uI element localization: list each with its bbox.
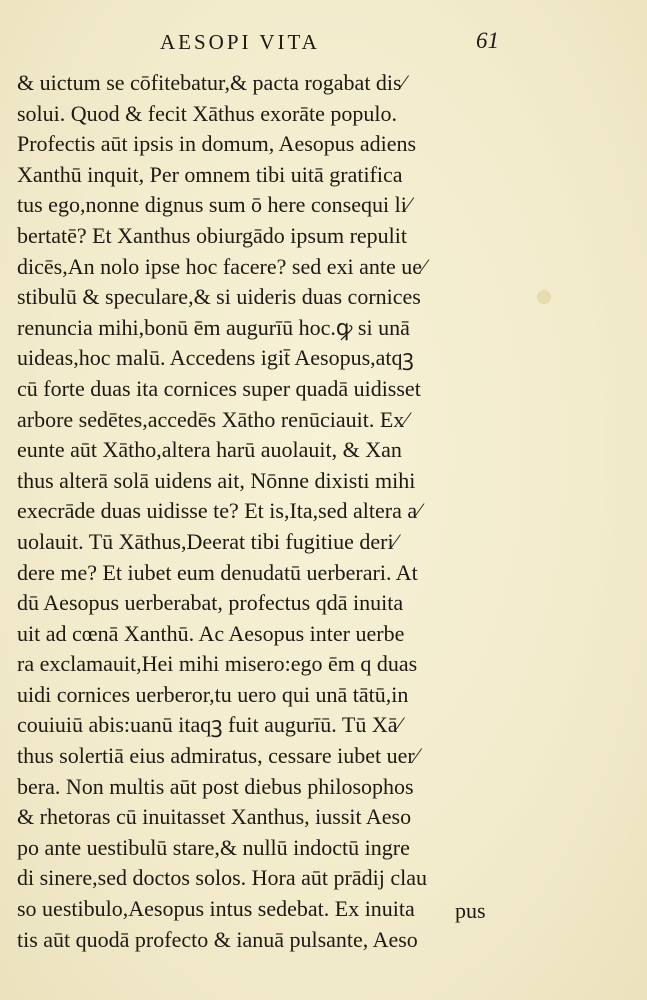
text-line: uolauit. Tū Xāthus,Deerat tibi fugitiue deri⁄ xyxy=(17,528,398,554)
text-line: couiuiū abis:uanū itaqꝫ fuit augurīū. Tū Xā⁄ xyxy=(17,712,402,738)
text-line: thus alterā solā uidens ait, Nōnne dixisti mihi xyxy=(17,467,416,493)
text-line: renuncia mihi,bonū ēm augurīū hoc.ꝙ si unā xyxy=(17,314,410,340)
text-line: bera. Non multis aūt post diebus philosophos xyxy=(17,773,414,799)
page-header xyxy=(0,30,647,60)
text-line: uit ad cœnā Xanthū. Ac Aesopus inter uerbe xyxy=(17,620,405,646)
margin-stain xyxy=(537,290,551,304)
text-line: tus ego,nonne dignus sum ō here consequi li⁄ xyxy=(17,192,411,218)
text-line: solui. Quod & fecit Xāthus exorāte populo. xyxy=(17,100,398,126)
text-line: uideas,hoc malū. Accedens igit̄ Aesopus,atqꝫ xyxy=(17,345,414,371)
text-line: Xanthū inquit, Per omnem tibi uitā gratifica xyxy=(17,161,403,187)
running-title: AESOPI VITA xyxy=(160,30,320,54)
text-line: arbore sedētes,accedēs Xātho renūciauit. Ex⁄ xyxy=(17,406,408,432)
body-text xyxy=(17,68,507,955)
text-line: so uestibulo,Aesopus intus sedebat. Ex inuita xyxy=(17,896,415,922)
text-line: & rhetoras cū inuitasset Xanthus, iussit Aeso xyxy=(17,804,412,830)
text-line: & uictum se cōfitebatur,& pacta rogabat dis⁄ xyxy=(17,70,406,95)
text-line: ra exclamauit,Hei mihi misero:ego ēm q duas xyxy=(17,651,418,677)
text-line: dere me? Et iubet eum denudatū uerberari. At xyxy=(17,559,418,585)
folio-number: 61 xyxy=(476,28,499,53)
text-line: eunte aūt Xātho,altera harū auolauit, & Xan xyxy=(17,437,402,463)
text-line: cū forte duas ita cornices super quadā uidisset xyxy=(17,375,421,401)
catchword: pus xyxy=(455,898,486,923)
text-line: uidi cornices uerberor,tu uero qui unā tātū,in xyxy=(17,681,409,707)
text-line: execrāde duas uidisse te? Et is,Ita,sed altera a⁄ xyxy=(17,498,421,524)
text-line: tis aūt quodā profecto & ianuā pulsante, Aeso xyxy=(17,926,418,952)
text-line: dicēs,An nolo ipse hoc facere? sed exi ante ue⁄ xyxy=(17,253,426,279)
text-line: po ante uestibulū stare,& nullū indoctū ingre xyxy=(17,834,410,860)
text-line: stibulū & speculare,& si uideris duas cornices xyxy=(17,284,421,310)
text-line: thus solertiā eius admiratus, cessare iubet uer⁄ xyxy=(17,743,419,769)
text-line: Profectis aūt ipsis in domum, Aesopus adiens xyxy=(17,131,417,157)
text-line: di sinere,sed doctos solos. Hora aūt prādij clau xyxy=(17,865,427,891)
text-line: bertatē? Et Xanthus obiurgādo ipsum repulit xyxy=(17,222,408,248)
text-line: dū Aesopus uerberabat, profectus qdā inuita xyxy=(17,590,404,616)
